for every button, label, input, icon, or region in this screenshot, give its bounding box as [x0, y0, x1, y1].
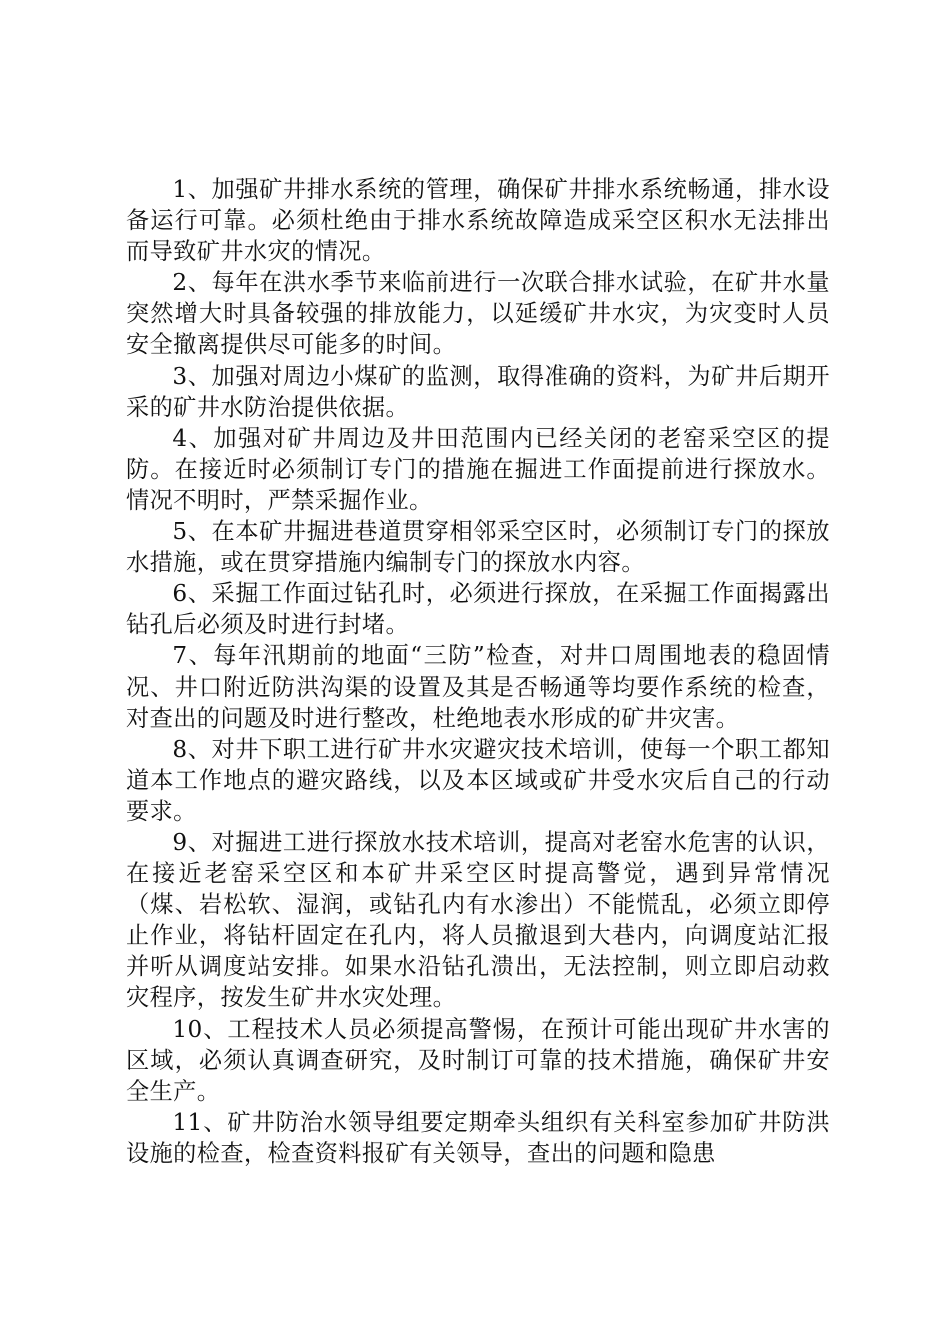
paragraph-11: 11、矿井防治水领导组要定期牵头组织有关科室参加矿井防洪设施的检查，检查资料报矿有关领导，查出的问题和隐患	[126, 1108, 830, 1167]
paragraph-7: 7、每年汛期前的地面“三防”检查，对井口周围地表的稳固情况、井口附近防洪沟渠的设置及其是否畅通等均要作系统的检查，对查出的问题及时进行整改，杜绝地表水形成的矿井灾害。	[126, 642, 830, 732]
paragraph-3: 3、加强对周边小煤矿的监测，取得准确的资料，为矿井后期开采的矿井水防治提供依据。	[126, 362, 830, 421]
paragraph-6: 6、采掘工作面过钻孔时，必须进行探放，在采掘工作面揭露出钻孔后必须及时进行封堵。	[126, 580, 830, 639]
paragraph-5: 5、在本矿井掘进巷道贯穿相邻采空区时，必须制订专门的探放水措施，或在贯穿措施内编制专门的探放水内容。	[126, 518, 830, 577]
document-body	[126, 174, 830, 1169]
paragraph-2: 2、每年在洪水季节来临前进行一次联合排水试验，在矿井水量突然增大时具备较强的排放能力，以延缓矿井水灾，为灾变时人员安全撤离提供尽可能多的时间。	[126, 269, 830, 359]
paragraph-10: 10、工程技术人员必须提高警惕，在预计可能出现矿井水害的区域，必须认真调查研究，及时制订可靠的技术措施，确保矿井安全生产。	[126, 1015, 830, 1105]
paragraph-9: 9、对掘进工进行探放水技术培训，提高对老窑水危害的认识，在接近老窑采空区和本矿井采空区时提高警觉，遇到异常情况（煤、岩松软、湿润，或钻孔内有水渗出）不能慌乱，必须立即停止作业，将钻杆固定在孔内，将人员撤退到大巷内，向调度站汇报并听从调度站安排。如果水沿钻孔溃出，无法控制，则立即启动救灾程序，按发生矿井水灾处理。	[126, 828, 830, 1012]
paragraph-1: 1、加强矿井排水系统的管理，确保矿井排水系统畅通，排水设备运行可靠。必须杜绝由于排水系统故障造成采空区积水无法排出而导致矿井水灾的情况。	[126, 176, 830, 266]
paragraph-4: 4、加强对矿井周边及井田范围内已经关闭的老窑采空区的提防。在接近时必须制订专门的措施在掘进工作面提前进行探放水。情况不明时，严禁采掘作业。	[126, 424, 830, 514]
paragraph-8: 8、对井下职工进行矿井水灾避灾技术培训，使每一个职工都知道本工作地点的避灾路线，以及本区域或矿井受水灾后自己的行动要求。	[126, 735, 830, 825]
